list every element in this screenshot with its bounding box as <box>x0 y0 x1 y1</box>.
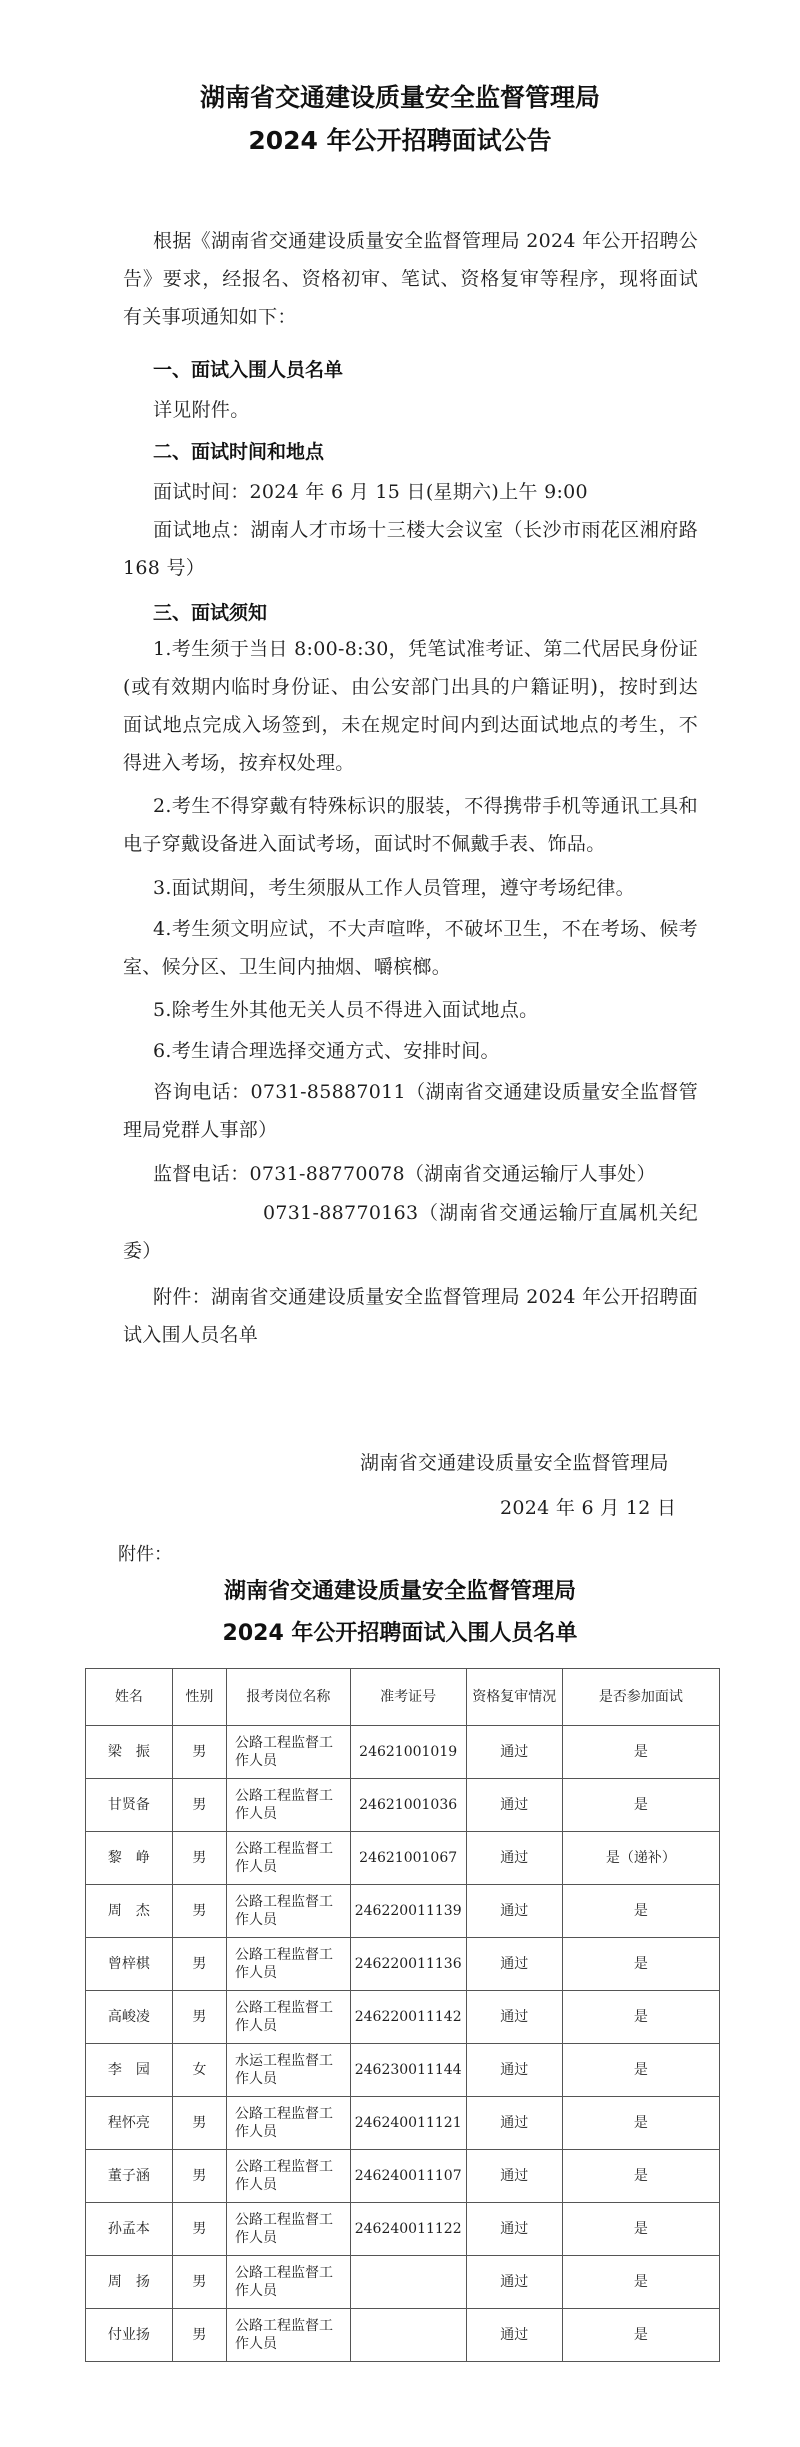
supervise-phone-2: 0731-88770163（湖南省交通运输厅直属机关纪委） <box>123 1202 698 1262</box>
cell-review: 通过 <box>466 1938 562 1991</box>
cell-name: 程怀亮 <box>86 2097 173 2150</box>
cell-attend: 是 <box>562 1938 719 1991</box>
cell-position: 公路工程监督工作人员 <box>227 1779 351 1832</box>
cell-ticket: 246240011121 <box>350 2097 466 2150</box>
cell-position: 公路工程监督工作人员 <box>227 2150 351 2203</box>
cell-position: 公路工程监督工作人员 <box>227 1885 351 1938</box>
consult-phone: 咨询电话：0731-85887011（湖南省交通建设质量安全监督管理局党群人事部） <box>123 1081 698 1141</box>
table-row <box>86 1885 720 1938</box>
header-attend: 是否参加面试 <box>562 1669 719 1726</box>
table-row <box>86 1779 720 1832</box>
table-row <box>86 1726 720 1779</box>
page-subtitle: 2024 年公开招聘面试公告 <box>248 126 552 155</box>
cell-review: 通过 <box>466 1726 562 1779</box>
cell-attend: 是 <box>562 1885 719 1938</box>
cell-gender: 男 <box>172 2097 226 2150</box>
cell-name: 周 扬 <box>86 2256 173 2309</box>
cell-attend: 是 <box>562 2097 719 2150</box>
cell-name: 曾梓棋 <box>86 1938 173 1991</box>
table-header-row <box>86 1669 720 1726</box>
table-row <box>86 1832 720 1885</box>
table-row <box>86 1938 720 1991</box>
header-review: 资格复审情况 <box>466 1669 562 1726</box>
cell-attend: 是 <box>562 1991 719 2044</box>
cell-attend: 是 <box>562 2256 719 2309</box>
cell-ticket: 24621001036 <box>350 1779 466 1832</box>
intro-paragraph: 根据《湖南省交通建设质量安全监督管理局 2024 年公开招聘公告》要求，经报名、资格初审、笔试、资格复审等程序，现将面试有关事项通知如下： <box>123 230 698 328</box>
cell-name: 周 杰 <box>86 1885 173 1938</box>
section1-heading: 一、面试入围人员名单 <box>153 359 344 381</box>
interview-place: 面试地点：湖南人才市场十三楼大会议室（长沙市雨花区湘府路 168 号） <box>123 519 698 579</box>
cell-review: 通过 <box>466 1991 562 2044</box>
cell-gender: 男 <box>172 1832 226 1885</box>
cell-attend: 是 <box>562 2203 719 2256</box>
header-name: 姓名 <box>86 1669 173 1726</box>
cell-name: 梁 振 <box>86 1726 173 1779</box>
cell-review: 通过 <box>466 2150 562 2203</box>
cell-ticket: 246220011136 <box>350 1938 466 1991</box>
cell-name: 孙孟本 <box>86 2203 173 2256</box>
cell-ticket: 24621001067 <box>350 1832 466 1885</box>
cell-review: 通过 <box>466 2309 562 2362</box>
notice-6: 6.考生请合理选择交通方式、安排时间。 <box>153 1040 500 1062</box>
cell-gender: 男 <box>172 2150 226 2203</box>
signature-org: 湖南省交通建设质量安全监督管理局 <box>360 1452 669 1474</box>
cell-review: 通过 <box>466 2097 562 2150</box>
cell-ticket <box>350 2309 466 2362</box>
cell-gender: 男 <box>172 1885 226 1938</box>
supervise-phone-1: 监督电话：0731-88770078（湖南省交通运输厅人事处） <box>153 1163 656 1185</box>
section1-text: 详见附件。 <box>153 399 250 421</box>
header-gender: 性别 <box>172 1669 226 1726</box>
notice-1: 1.考生须于当日 8:00-8:30，凭笔试准考证、第二代居民身份证(或有效期内临时身份证、由公安部门出具的户籍证明)，按时到达面试地点完成入场签到，未在规定时间内到达面试地点的考生，不得进入考场，按弃权处理。 <box>123 638 698 774</box>
cell-position: 水运工程监督工作人员 <box>227 2044 351 2097</box>
cell-position: 公路工程监督工作人员 <box>227 2256 351 2309</box>
notice-5: 5.除考生外其他无关人员不得进入面试地点。 <box>153 999 539 1021</box>
attachment-note: 附件：湖南省交通建设质量安全监督管理局 2024 年公开招聘面试入围人员名单 <box>123 1286 698 1346</box>
cell-review: 通过 <box>466 2044 562 2097</box>
notice-2: 2.考生不得穿戴有特殊标识的服装，不得携带手机等通讯工具和电子穿戴设备进入面试考场，面试时不佩戴手表、饰品。 <box>123 795 698 855</box>
table-subtitle: 2024 年公开招聘面试入围人员名单 <box>222 1621 578 1646</box>
cell-name: 黎 峥 <box>86 1832 173 1885</box>
table-row <box>86 1991 720 2044</box>
cell-attend: 是 <box>562 1779 719 1832</box>
cell-review: 通过 <box>466 2256 562 2309</box>
cell-name: 付业扬 <box>86 2309 173 2362</box>
cell-attend: 是 <box>562 2309 719 2362</box>
notice-4: 4.考生须文明应试，不大声喧哗，不破坏卫生，不在考场、候考室、候分区、卫生间内抽烟、嚼槟榔。 <box>123 918 698 978</box>
header-position: 报考岗位名称 <box>227 1669 351 1726</box>
cell-ticket: 246230011144 <box>350 2044 466 2097</box>
section3-heading: 三、面试须知 <box>153 602 268 624</box>
interview-time: 面试时间：2024 年 6 月 15 日(星期六)上午 9:00 <box>153 481 588 503</box>
cell-position: 公路工程监督工作人员 <box>227 1938 351 1991</box>
cell-gender: 女 <box>172 2044 226 2097</box>
cell-gender: 男 <box>172 1938 226 1991</box>
page-title: 湖南省交通建设质量安全监督管理局 <box>199 83 600 112</box>
cell-ticket: 24621001019 <box>350 1726 466 1779</box>
cell-ticket: 246220011139 <box>350 1885 466 1938</box>
table-row <box>86 2203 720 2256</box>
cell-gender: 男 <box>172 1779 226 1832</box>
table-row <box>86 2256 720 2309</box>
cell-ticket <box>350 2256 466 2309</box>
cell-position: 公路工程监督工作人员 <box>227 2203 351 2256</box>
cell-gender: 男 <box>172 2309 226 2362</box>
cell-attend: 是（递补） <box>562 1832 719 1885</box>
cell-gender: 男 <box>172 2203 226 2256</box>
table-title: 湖南省交通建设质量安全监督管理局 <box>223 1579 576 1604</box>
cell-name: 高峻凌 <box>86 1991 173 2044</box>
cell-ticket: 246240011107 <box>350 2150 466 2203</box>
cell-review: 通过 <box>466 1885 562 1938</box>
signature-date: 2024 年 6 月 12 日 <box>500 1497 677 1519</box>
table-row <box>86 2097 720 2150</box>
cell-name: 董子涵 <box>86 2150 173 2203</box>
cell-name: 李 园 <box>86 2044 173 2097</box>
section2-heading: 二、面试时间和地点 <box>153 441 325 463</box>
cell-review: 通过 <box>466 1779 562 1832</box>
cell-position: 公路工程监督工作人员 <box>227 1726 351 1779</box>
table-row <box>86 2309 720 2362</box>
cell-attend: 是 <box>562 2150 719 2203</box>
table-row <box>86 2150 720 2203</box>
cell-gender: 男 <box>172 1991 226 2044</box>
candidates-table <box>85 1668 720 2362</box>
cell-position: 公路工程监督工作人员 <box>227 1832 351 1885</box>
cell-ticket: 246220011142 <box>350 1991 466 2044</box>
cell-review: 通过 <box>466 2203 562 2256</box>
cell-name: 甘贤备 <box>86 1779 173 1832</box>
cell-position: 公路工程监督工作人员 <box>227 2097 351 2150</box>
cell-position: 公路工程监督工作人员 <box>227 1991 351 2044</box>
cell-gender: 男 <box>172 1726 226 1779</box>
attachment-label: 附件： <box>118 1544 172 1565</box>
notice-3: 3.面试期间，考生须服从工作人员管理，遵守考场纪律。 <box>153 877 635 899</box>
cell-attend: 是 <box>562 2044 719 2097</box>
cell-review: 通过 <box>466 1832 562 1885</box>
cell-attend: 是 <box>562 1726 719 1779</box>
cell-ticket: 246240011122 <box>350 2203 466 2256</box>
cell-gender: 男 <box>172 2256 226 2309</box>
cell-position: 公路工程监督工作人员 <box>227 2309 351 2362</box>
table-row <box>86 2044 720 2097</box>
header-ticket: 准考证号 <box>350 1669 466 1726</box>
